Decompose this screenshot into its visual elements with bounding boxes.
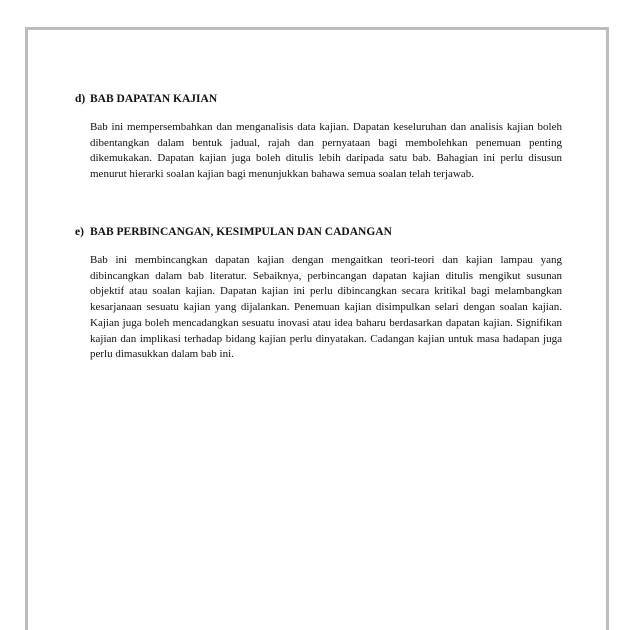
section-title: BAB PERBINCANGAN, KESIMPULAN DAN CADANGAN: [90, 226, 392, 238]
section-heading: [75, 225, 565, 240]
section-marker: d): [75, 93, 86, 105]
section-bab-perbincangan: [75, 225, 565, 363]
section-heading: [75, 92, 565, 107]
section-marker: e): [75, 226, 84, 238]
section-bab-dapatan-kajian: [75, 92, 565, 183]
section-paragraph: Bab ini membincangkan dapatan kajian dengan mengaitkan teori-teori dan kajian lampau yang dibincangkan dalam bab literatur. Sebaiknya, perbincangan dapatan kajian ditulis mengikut susunan objektif atau soalan kajian. Dapatan kajian ini perlu dibincangkan secara kritikal bagi melambangkan kesarjanaan sesuatu kajian yang dijalankan. Penemuan kajian disimpulkan selari dengan soalan kajian. Kajian juga boleh mencadangkan sesuatu inovasi atau idea baharu berdasarkan dapatan kajian. Signifikan kajian dan implikasi terhadap bidang kajian perlu dinyatakan. Cadangan kajian untuk masa hadapan juga perlu dimasukkan dalam bab ini.: [90, 254, 562, 361]
section-title: BAB DAPATAN KAJIAN: [90, 93, 218, 105]
section-paragraph: Bab ini mempersembahkan dan menganalisis data kajian. Dapatan keseluruhan dan analisis kajian boleh dibentangkan dalam bentuk jadual, rajah dan pernyataan bagi membolehkan penemuan penting dikemukakan. Dapatan kajian juga boleh ditulis lebih daripada satu bab. Bahagian ini perlu disusun menurut hierarki soalan kajian bagi menunjukkan bahawa semua soalan telah terjawab.: [90, 121, 562, 181]
